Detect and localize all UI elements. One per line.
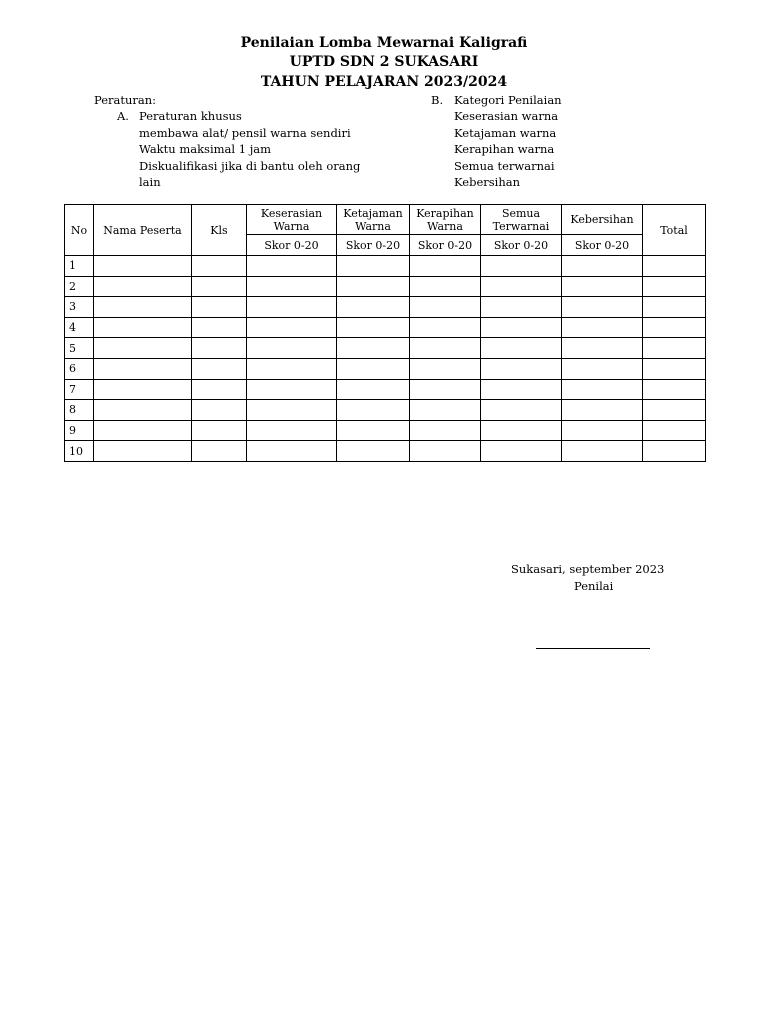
header-no: No xyxy=(65,205,94,256)
table-cell[interactable] xyxy=(481,317,562,338)
score-table xyxy=(64,204,706,462)
table-cell[interactable] xyxy=(481,420,562,441)
table-row xyxy=(65,441,706,462)
table-cell[interactable] xyxy=(337,379,410,400)
row-number: 4 xyxy=(65,317,94,338)
header-name: Nama Peserta xyxy=(94,205,192,256)
table-cell[interactable] xyxy=(192,358,247,379)
table-row xyxy=(65,276,706,297)
table-row xyxy=(65,338,706,359)
table-cell[interactable] xyxy=(481,441,562,462)
table-row xyxy=(65,256,706,277)
table-cell[interactable] xyxy=(481,297,562,318)
table-cell[interactable] xyxy=(337,256,410,277)
table-cell[interactable] xyxy=(337,400,410,421)
score-range: Skor 0-20 xyxy=(481,235,562,256)
header-ketajaman: Ketajaman Warna xyxy=(337,205,410,235)
table-row xyxy=(65,420,706,441)
rule-item: Diskualifikasi jika di bantu oleh orang xyxy=(139,159,361,173)
criteria-item: Kebersihan xyxy=(454,175,521,189)
table-cell[interactable] xyxy=(247,379,337,400)
table-cell[interactable] xyxy=(94,400,192,421)
table-cell[interactable] xyxy=(247,276,337,297)
table-cell[interactable] xyxy=(247,256,337,277)
table-cell[interactable] xyxy=(337,276,410,297)
table-cell[interactable] xyxy=(247,400,337,421)
row-number: 9 xyxy=(65,420,94,441)
table-row xyxy=(65,379,706,400)
header-kls: Kls xyxy=(192,205,247,256)
table-cell[interactable] xyxy=(562,358,643,379)
table-cell[interactable] xyxy=(94,317,192,338)
signature-role: Penilai xyxy=(574,579,614,593)
table-cell[interactable] xyxy=(643,256,706,277)
rules-section-a-title: Peraturan khusus xyxy=(139,109,242,123)
header-kebersihan: Kebersihan xyxy=(562,205,643,235)
table-cell[interactable] xyxy=(247,297,337,318)
criteria-marker: B. xyxy=(431,93,444,107)
row-number: 1 xyxy=(65,256,94,277)
signature-line xyxy=(536,648,650,649)
table-cell[interactable] xyxy=(247,317,337,338)
header-keserasian: Keserasian Warna xyxy=(247,205,337,235)
score-range: Skor 0-20 xyxy=(562,235,643,256)
header-total: Total xyxy=(643,205,706,256)
table-cell[interactable] xyxy=(192,441,247,462)
rule-item: Waktu maksimal 1 jam xyxy=(139,142,272,156)
signature-place-date: Sukasari, september 2023 xyxy=(511,562,665,576)
table-cell[interactable] xyxy=(94,256,192,277)
table-cell[interactable] xyxy=(410,317,481,338)
table-cell[interactable] xyxy=(410,420,481,441)
criteria-item: Kerapihan warna xyxy=(454,142,555,156)
table-cell[interactable] xyxy=(481,379,562,400)
table-cell[interactable] xyxy=(192,379,247,400)
table-cell[interactable] xyxy=(94,338,192,359)
header-semua-terwarnai: Semua Terwarnai xyxy=(481,205,562,235)
table-cell[interactable] xyxy=(562,441,643,462)
table-cell[interactable] xyxy=(337,297,410,318)
score-range: Skor 0-20 xyxy=(410,235,481,256)
table-row xyxy=(65,317,706,338)
table-row xyxy=(65,400,706,421)
table-row xyxy=(65,358,706,379)
header-kerapihan: Kerapihan Warna xyxy=(410,205,481,235)
table-cell[interactable] xyxy=(643,441,706,462)
table-cell[interactable] xyxy=(562,338,643,359)
table-cell[interactable] xyxy=(247,338,337,359)
table-cell[interactable] xyxy=(94,297,192,318)
criteria-item: Ketajaman warna xyxy=(454,126,557,140)
table-cell[interactable] xyxy=(94,276,192,297)
table-cell[interactable] xyxy=(337,420,410,441)
table-row xyxy=(65,297,706,318)
title-line-3: TAHUN PELAJARAN 2023/2024 xyxy=(260,74,508,90)
table-cell[interactable] xyxy=(643,400,706,421)
row-number: 3 xyxy=(65,297,94,318)
table-cell[interactable] xyxy=(337,317,410,338)
table-cell[interactable] xyxy=(562,317,643,338)
rules-heading: Peraturan: xyxy=(94,93,157,107)
table-cell[interactable] xyxy=(247,420,337,441)
title-line-1: Penilaian Lomba Mewarnai Kaligrafi xyxy=(240,35,528,51)
table-cell[interactable] xyxy=(410,379,481,400)
table-cell[interactable] xyxy=(643,338,706,359)
table-cell[interactable] xyxy=(562,276,643,297)
table-cell[interactable] xyxy=(410,400,481,421)
table-cell[interactable] xyxy=(94,379,192,400)
row-number: 5 xyxy=(65,338,94,359)
table-cell[interactable] xyxy=(410,358,481,379)
table-cell[interactable] xyxy=(562,297,643,318)
table-cell[interactable] xyxy=(192,276,247,297)
table-cell[interactable] xyxy=(94,441,192,462)
table-cell[interactable] xyxy=(643,379,706,400)
criteria-title: Kategori Penilaian xyxy=(454,93,562,107)
table-cell[interactable] xyxy=(481,358,562,379)
table-cell[interactable] xyxy=(337,441,410,462)
table-cell[interactable] xyxy=(192,420,247,441)
rule-item: lain xyxy=(139,175,161,189)
rule-item: membawa alat/ pensil warna sendiri xyxy=(139,126,351,140)
table-cell[interactable] xyxy=(410,338,481,359)
row-number: 6 xyxy=(65,358,94,379)
table-cell[interactable] xyxy=(562,400,643,421)
table-cell[interactable] xyxy=(481,256,562,277)
table-cell[interactable] xyxy=(410,256,481,277)
table-cell[interactable] xyxy=(562,420,643,441)
table-cell[interactable] xyxy=(643,358,706,379)
table-cell[interactable] xyxy=(643,420,706,441)
table-cell[interactable] xyxy=(481,276,562,297)
table-cell[interactable] xyxy=(192,317,247,338)
table-cell[interactable] xyxy=(192,338,247,359)
row-number: 8 xyxy=(65,400,94,421)
table-cell[interactable] xyxy=(192,256,247,277)
table-cell[interactable] xyxy=(192,400,247,421)
score-range: Skor 0-20 xyxy=(247,235,337,256)
row-number: 7 xyxy=(65,379,94,400)
row-number: 10 xyxy=(65,441,94,462)
score-range: Skor 0-20 xyxy=(337,235,410,256)
table-cell[interactable] xyxy=(643,317,706,338)
table-cell[interactable] xyxy=(410,276,481,297)
table-cell[interactable] xyxy=(247,358,337,379)
title-line-2: UPTD SDN 2 SUKASARI xyxy=(289,54,479,70)
table-cell[interactable] xyxy=(247,441,337,462)
row-number: 2 xyxy=(65,276,94,297)
table-cell[interactable] xyxy=(337,338,410,359)
criteria-item: Keserasian warna xyxy=(454,109,559,123)
table-cell[interactable] xyxy=(410,441,481,462)
table-cell[interactable] xyxy=(562,256,643,277)
table-cell[interactable] xyxy=(337,358,410,379)
table-cell[interactable] xyxy=(481,400,562,421)
table-cell[interactable] xyxy=(562,379,643,400)
criteria-item: Semua terwarnai xyxy=(454,159,555,173)
table-cell[interactable] xyxy=(94,420,192,441)
table-cell[interactable] xyxy=(481,338,562,359)
rules-section-a-marker: A. xyxy=(117,109,129,123)
table-cell[interactable] xyxy=(643,297,706,318)
table-cell[interactable] xyxy=(94,358,192,379)
table-cell[interactable] xyxy=(192,297,247,318)
table-cell[interactable] xyxy=(410,297,481,318)
table-cell[interactable] xyxy=(643,276,706,297)
